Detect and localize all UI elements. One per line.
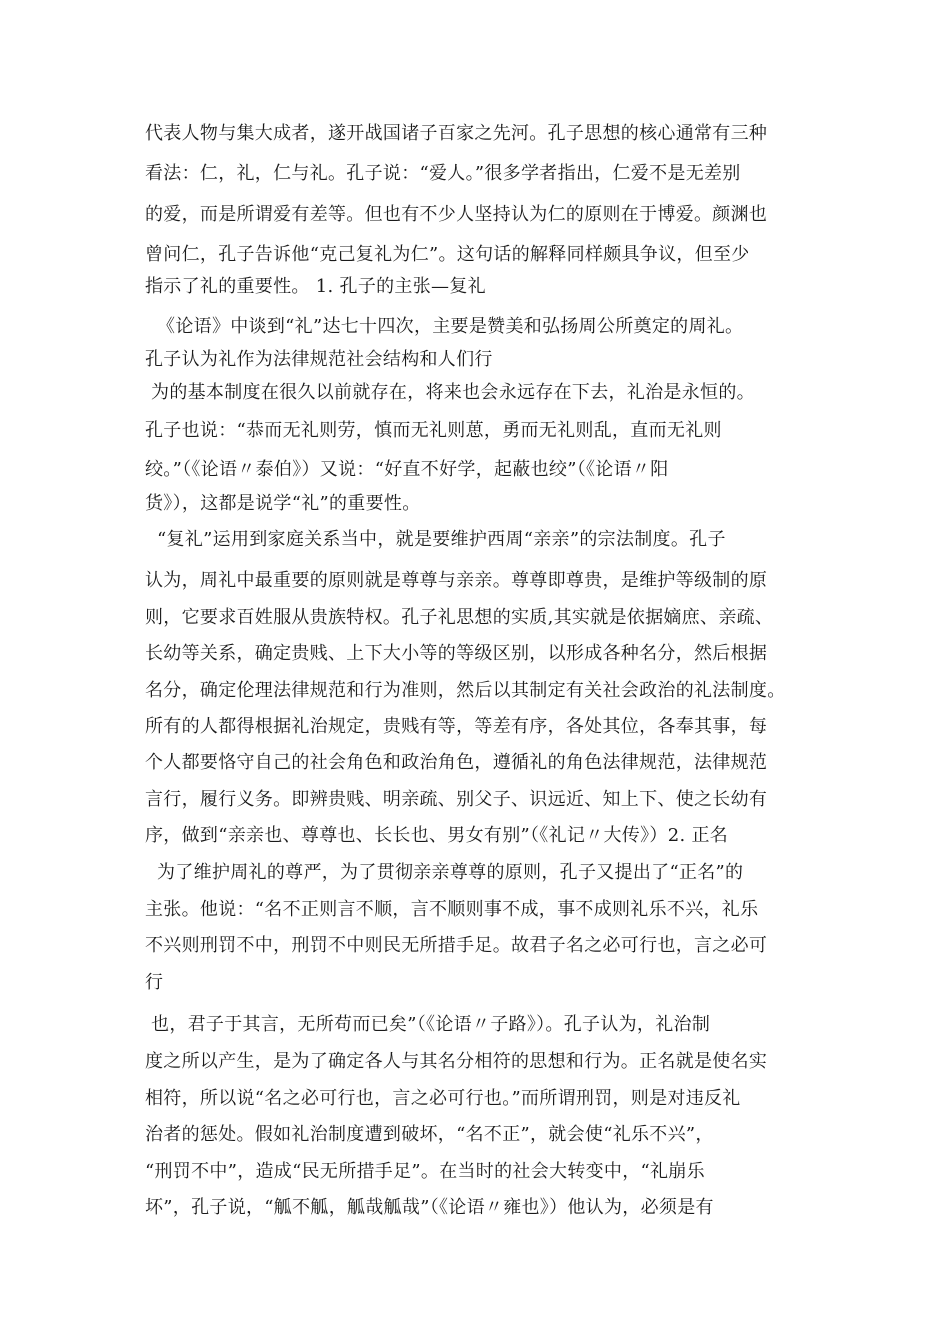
text-line: 坏”，孔子说，“觚不觚，觚哉觚哉”（《论语〃雍也》）他认为，必须是有 bbox=[145, 1197, 714, 1218]
text-line: 货》），这都是说学“礼”的重要性。 bbox=[145, 493, 421, 514]
text-line: 的爱，而是所谓爱有差等。但也有不少人坚持认为仁的原则在于博爱。颜渊也 bbox=[145, 204, 768, 225]
text-line: “复礼”运用到家庭关系当中，就是要维护西周“亲亲”的宗法制度。孔子 bbox=[145, 529, 726, 550]
text-line: 治者的惩处。假如礼治制度遭到破坏，“名不正”，就会使“礼乐不兴”， bbox=[145, 1124, 714, 1145]
text-line: 则，它要求百姓服从贵族特权。孔子礼思想的实质,其实就是依据嫡庶、亲疏、 bbox=[145, 607, 774, 628]
text-line: 言行，履行义务。即辨贵贱、明亲疏、别父子、识远近、知上下、使之长幼有 bbox=[145, 789, 768, 810]
text-line: 序，做到“亲亲也、尊尊也、长长也、男女有别”（《礼记〃大传》）2. 正名 bbox=[145, 825, 729, 846]
text-line: 曾问仁，孔子告诉他“克己复礼为仁”。这句话的解释同样颇具争议，但至少 bbox=[145, 244, 750, 265]
text-line: 绞。”（《论语〃泰伯》）又说：“好直不好学，起蔽也绞”（《论语〃阳 bbox=[145, 459, 669, 480]
text-line: 个人都要恪守自己的社会角色和政治角色，遵循礼的角色法律规范，法律规范 bbox=[145, 752, 768, 773]
text-line: 名分，确定伦理法律规范和行为准则，然后以其制定有关社会政治的礼法制度。 bbox=[145, 680, 786, 701]
text-line: 所有的人都得根据礼治规定，贵贱有等，等差有序，各处其位，各奉其事，每 bbox=[145, 716, 768, 737]
text-line: “刑罚不中”，造成“民无所措手足”。在当时的社会大转变中，“礼崩乐 bbox=[145, 1161, 705, 1182]
text-line: 也，君子于其言，无所苟而已矣”（《论语〃子路》）。孔子认为，礼治制 bbox=[145, 1014, 711, 1035]
text-line: 行 bbox=[145, 972, 164, 993]
text-line: 孔子也说：“恭而无礼则劳，慎而无礼则葸，勇而无礼则乱，直而无礼则 bbox=[145, 420, 722, 441]
text-line: 孔子认为礼作为法律规范社会结构和人们行 bbox=[145, 349, 493, 370]
text-line: 代表人物与集大成者，遂开战国诸子百家之先河。孔子思想的核心通常有三种 bbox=[145, 123, 768, 144]
text-line: 主张。他说：“名不正则言不顺，言不顺则事不成，事不成则礼乐不兴，礼乐 bbox=[145, 899, 759, 920]
text-line: 指示了礼的重要性。 1. 孔子的主张—复礼 bbox=[145, 276, 486, 297]
text-line: 看法：仁，礼，仁与礼。孔子说：“爱人。”很多学者指出，仁爱不是无差别 bbox=[145, 163, 741, 184]
text-line: 相符，所以说“名之必可行也，言之必可行也。”而所谓刑罚，则是对违反礼 bbox=[145, 1088, 741, 1109]
text-line: 不兴则刑罚不中，刑罚不中则民无所措手足。故君子名之必可行也，言之必可 bbox=[145, 935, 768, 956]
text-line: 长幼等关系，确定贵贱、上下大小等的等级区别，以形成各种名分，然后根据 bbox=[145, 643, 768, 664]
text-line: 为的基本制度在很久以前就存在，将来也会永远存在下去，礼治是永恒的。 bbox=[145, 382, 755, 403]
text-line: 认为，周礼中最重要的原则就是尊尊与亲亲。尊尊即尊贵，是维护等级制的原 bbox=[145, 570, 768, 591]
text-line: 《论语》中谈到“礼”达七十四次，主要是赞美和弘扬周公所奠定的周礼。 bbox=[145, 316, 744, 337]
text-line: 为了维护周礼的尊严，为了贯彻亲亲尊尊的原则，孔子又提出了“正名”的 bbox=[145, 862, 744, 883]
text-line: 度之所以产生，是为了确定各人与其名分相符的思想和行为。正名就是使名实 bbox=[145, 1051, 768, 1072]
